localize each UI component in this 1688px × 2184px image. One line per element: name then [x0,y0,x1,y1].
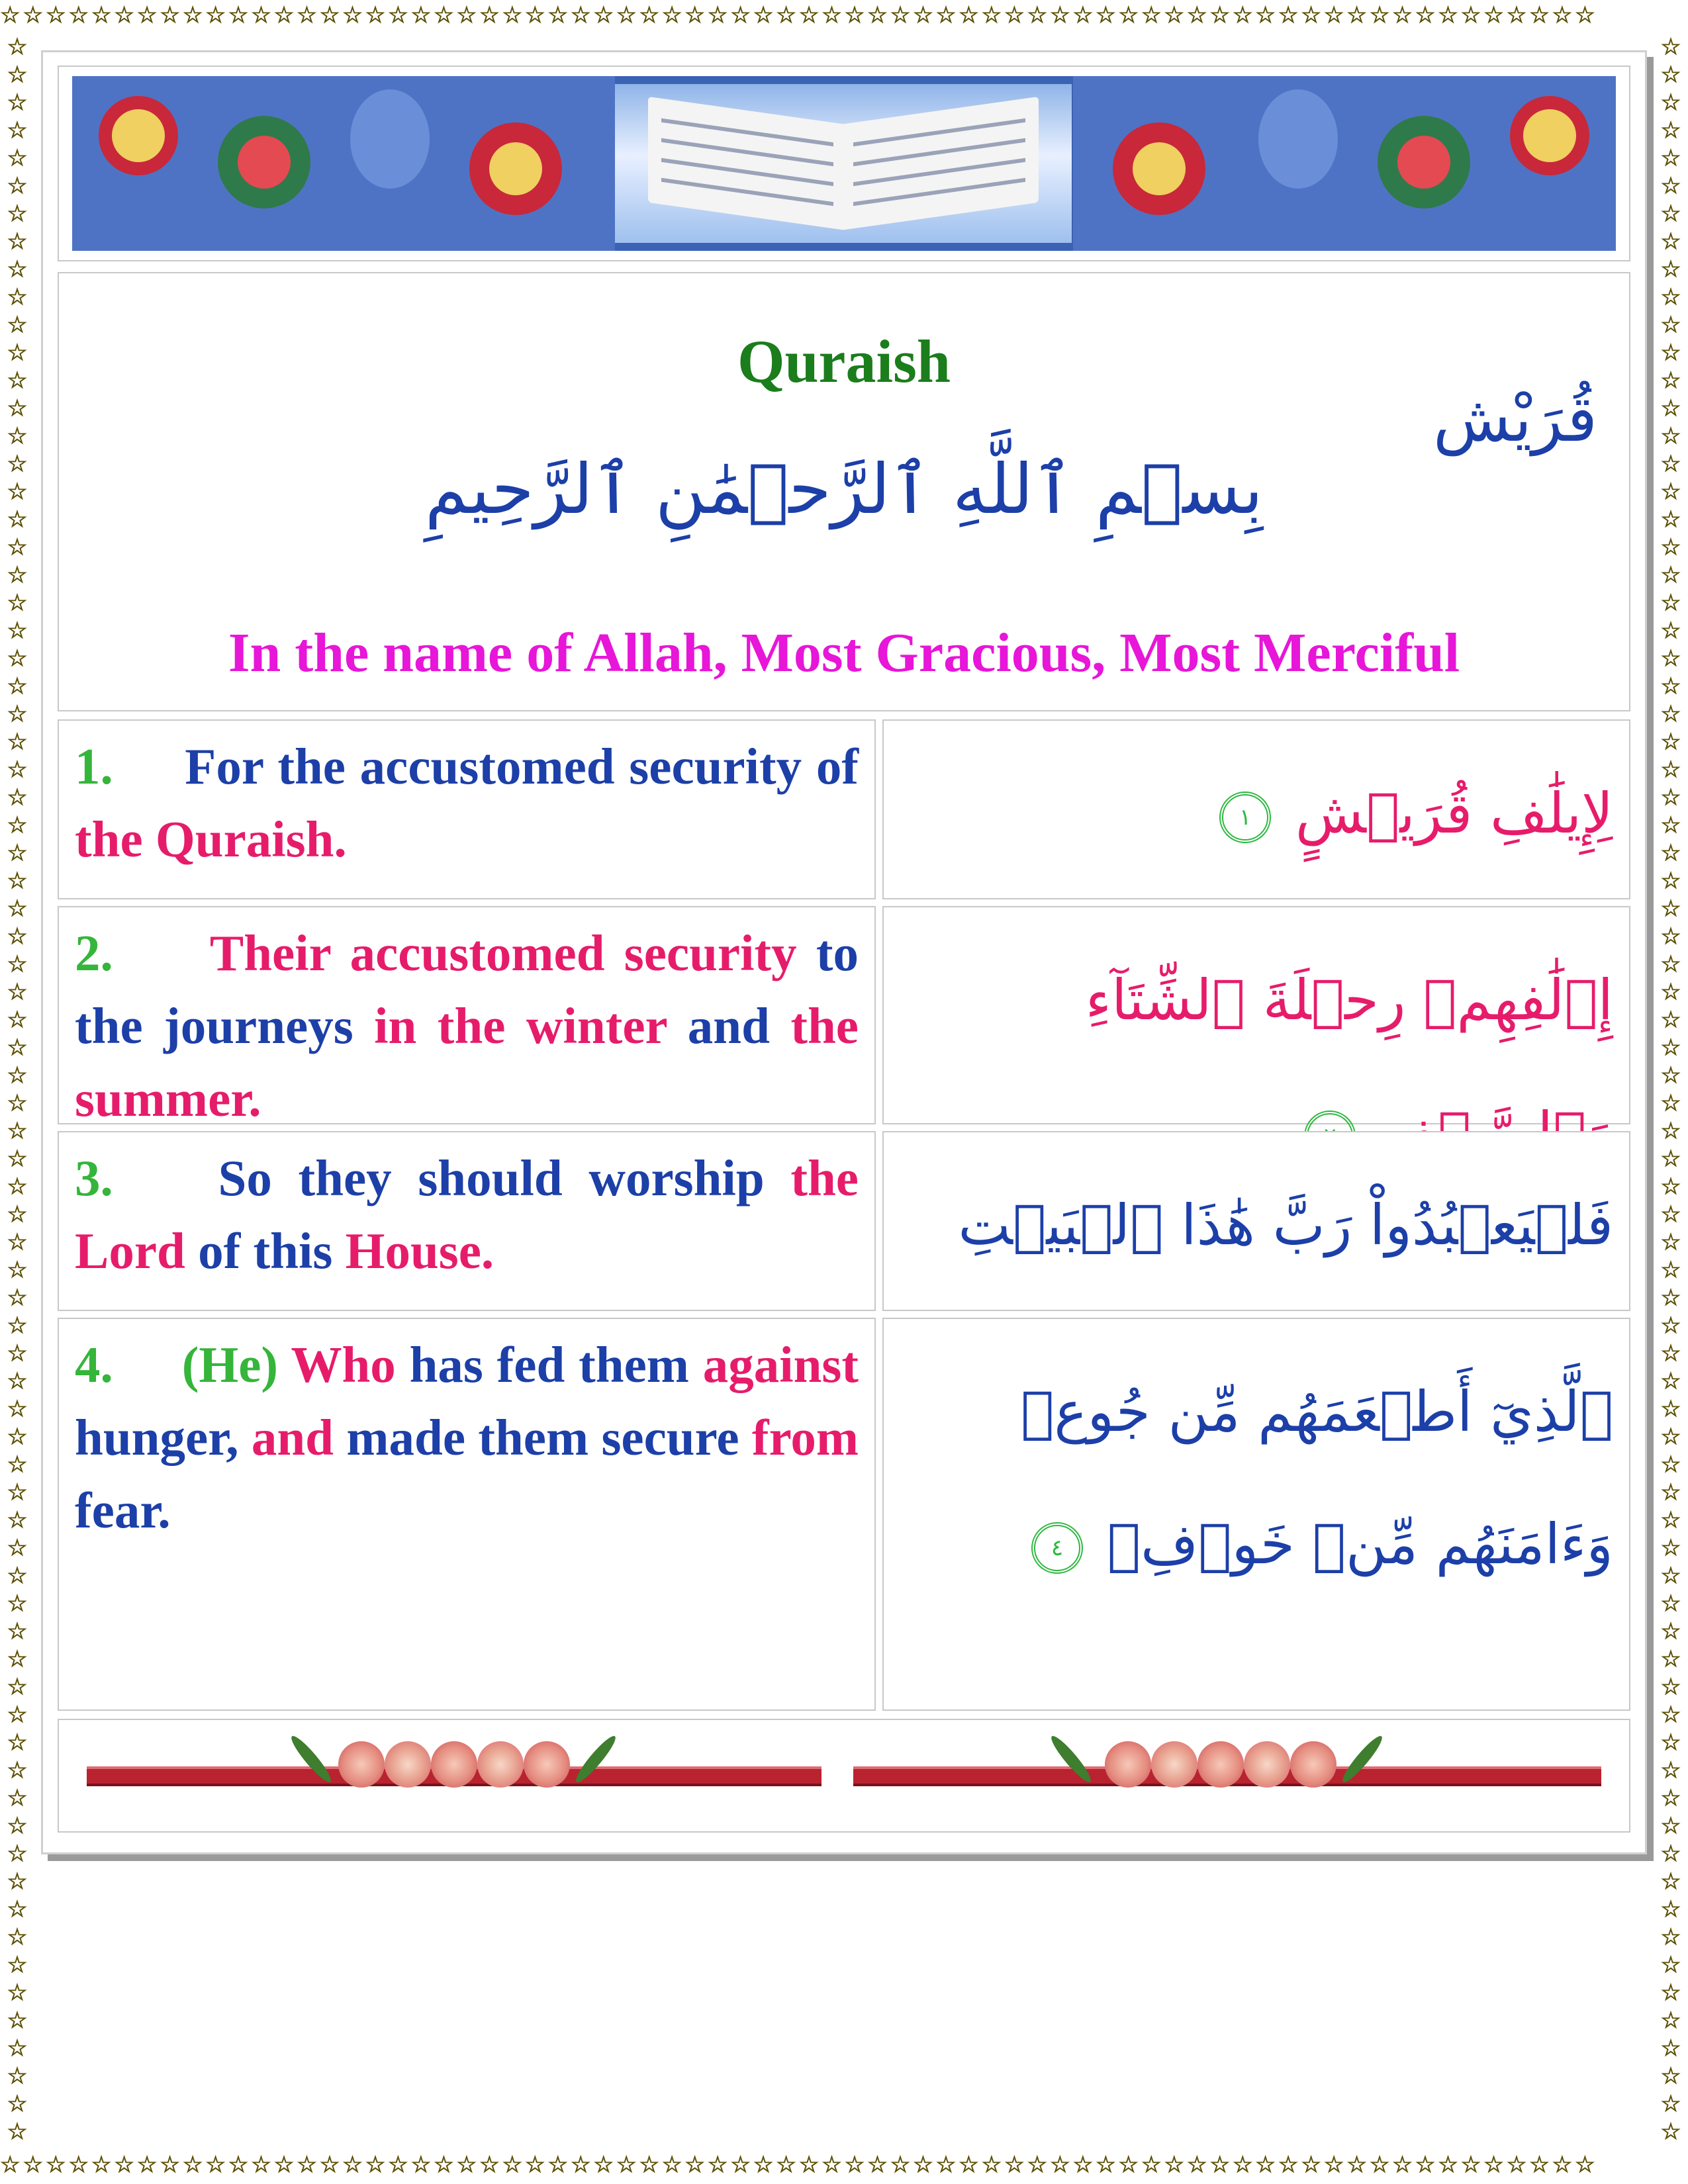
ayah-marker-icon: ٤ [1031,1522,1083,1574]
ornament-right-icon [1073,76,1616,251]
verse-text-part: hunger, [75,1409,252,1466]
verse-1-arabic-cell [882,719,1630,899]
star-border-bottom: ☆☆☆☆☆☆☆☆☆☆☆☆☆☆☆☆☆☆☆☆☆☆☆☆☆☆☆☆☆☆☆☆☆☆☆☆☆☆☆☆☆☆☆☆☆☆☆☆☆☆☆☆☆☆☆☆☆☆☆☆☆☆☆☆☆☆☆☆☆☆ [0,2154,1598,2178]
verse-text-part: fear. [75,1482,171,1539]
open-quran-banner-image [72,76,1616,251]
verse-text-part: to the journeys [75,925,859,1054]
verse-1-english-cell [58,719,876,899]
verse-4-arabic [900,1345,1613,1610]
verse-1-arabic [900,747,1613,880]
verse-text-part: against [702,1336,859,1393]
surah-title [59,326,1629,456]
verse-2-english-cell [58,906,876,1127]
verse-text-part: has fed them [395,1336,703,1393]
floral-garland-icon [87,1760,821,1788]
verse-text-part: Their accustomed security [209,925,797,981]
verse-text-part: the Quraish. [75,811,347,868]
verse-3-english-cell [58,1131,876,1311]
verse-text-part: and [251,1409,334,1466]
header-banner [58,66,1630,261]
bismillah-arabic: بِسۡمِ ٱللَّهِ ٱلرَّحۡمَٰنِ ٱلرَّحِيمِ [424,449,1264,529]
ayah-marker-icon: ١ [1219,792,1271,843]
verse-text-part: House. [345,1222,494,1279]
verse-text-part: from [751,1409,859,1466]
verse-number: 4. [75,1336,113,1393]
verse-text-part: in the winter [374,997,667,1054]
verse-text-part: the summer. [75,997,859,1127]
surah-title-english: Quraish [737,328,951,395]
footer-decoration [58,1719,1630,1833]
surah-title-arabic: قُرَيْش [1433,382,1597,456]
star-border-left: ☆☆☆☆☆☆☆☆☆☆☆☆☆☆☆☆☆☆☆☆☆☆☆☆☆☆☆☆☆☆☆☆☆☆☆☆☆☆☆☆☆☆☆☆☆☆☆☆☆☆☆☆☆☆☆☆☆☆☆☆☆☆☆☆☆☆☆☆☆☆☆☆☆☆☆☆ [7,34,28,2145]
verse-text-part: and [667,997,791,1054]
star-border-top: ☆☆☆☆☆☆☆☆☆☆☆☆☆☆☆☆☆☆☆☆☆☆☆☆☆☆☆☆☆☆☆☆☆☆☆☆☆☆☆☆☆☆☆☆☆☆☆☆☆☆☆☆☆☆☆☆☆☆☆☆☆☆☆☆☆☆☆☆☆☆ [0,4,1598,28]
arabic-text: إِۦلَٰفِهِمۡ رِحۡلَةَ ٱلشِّتَآءِ [1085,968,1613,1032]
surah-heading [58,272,1630,711]
star-border-right: ☆☆☆☆☆☆☆☆☆☆☆☆☆☆☆☆☆☆☆☆☆☆☆☆☆☆☆☆☆☆☆☆☆☆☆☆☆☆☆☆☆☆☆☆☆☆☆☆☆☆☆☆☆☆☆☆☆☆☆☆☆☆☆☆☆☆☆☆☆☆☆☆☆☆☆☆ [1660,34,1681,2145]
ornament-left-icon [72,76,615,251]
arabic-text: ٱلَّذِيٓ أَطۡعَمَهُم مِّن جُوعٖ وَءَامَنَهُم مِّنۡ خَوۡفِۭ [1020,1379,1613,1576]
verse-3-translation [75,1142,859,1287]
arabic-text: فَلۡيَعۡبُدُواْ رَبَّ هَٰذَا ٱلۡبَيۡتِ [958,1193,1613,1257]
verse-number: 2. [75,925,113,981]
surah-panel [41,50,1647,1854]
verse-text-part: For the accustomed security of [185,738,859,795]
arabic-text: لِإِيلَٰفِ قُرَيۡشٍ [1295,781,1613,846]
verse-2-arabic-cell [882,906,1630,1124]
verse-4-arabic-cell [882,1318,1630,1711]
verse-1-translation [75,730,859,876]
verse-text-part: So they should worship [218,1150,791,1206]
open-book-icon [615,84,1072,243]
verse-text-part: Who [291,1336,396,1393]
verse-4-translation [75,1328,859,1547]
verse-text-part: (He) [181,1336,291,1393]
verse-text-part: the Lord [75,1150,859,1279]
verse-4-english-cell [58,1318,876,1711]
bismillah-english: In the name of Allah, Most Gracious, Most Merciful [228,622,1460,684]
floral-garland-icon [853,1760,1601,1788]
verse-2-translation [75,917,859,1135]
verse-text-part: made them secure [334,1409,752,1466]
verse-3-arabic-cell [882,1131,1630,1311]
verse-number: 3. [75,1150,113,1206]
verse-text-part: of this [185,1222,346,1279]
verse-number: 1. [75,738,113,795]
